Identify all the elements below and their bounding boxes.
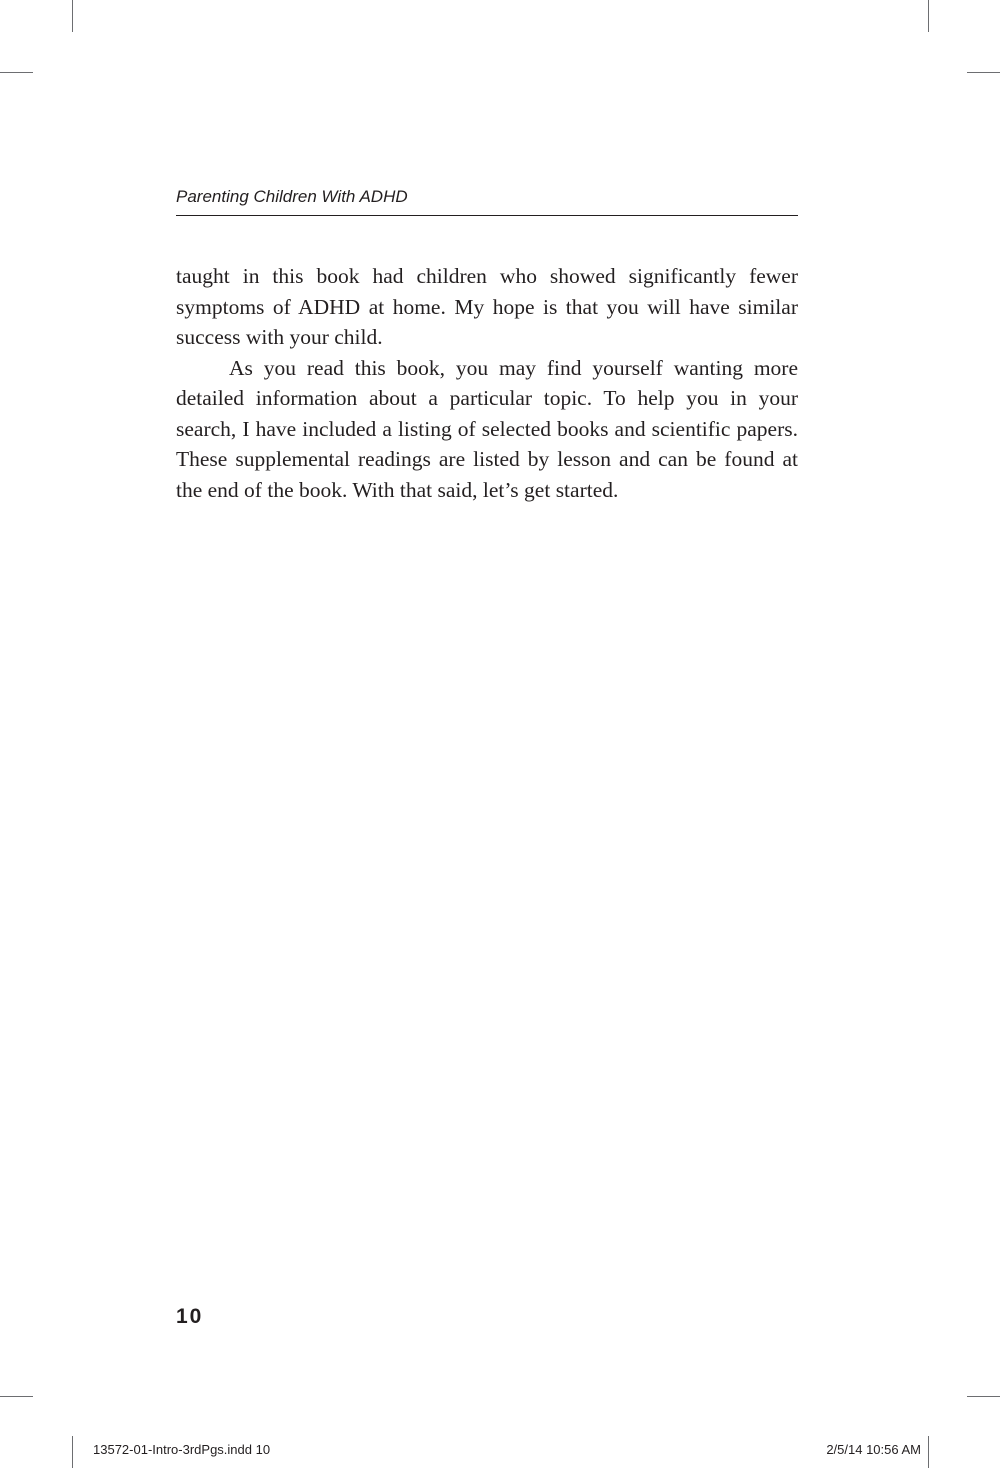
crop-mark-top-left [72, 0, 73, 32]
crop-mark-left-top [0, 72, 33, 73]
running-head: Parenting Children With ADHD [176, 187, 408, 206]
slug-timestamp: 2/5/14 10:56 AM [826, 1442, 921, 1457]
crop-mark-left-bottom [0, 1396, 33, 1397]
crop-mark-bottom-right [928, 1436, 929, 1468]
slug-file-name: 13572-01-Intro-3rdPgs.indd 10 [93, 1442, 271, 1457]
paragraph: As you read this book, you may find yourself wanting more detailed information about a particular topic. To help you in your search, I have included a listing of selected books and scientific papers. These supplemental readings are listed by lesson and can be found at the end of the book. With that said, let’s get started. [176, 355, 798, 502]
paragraph: taught in this book had children who showed significantly fewer symptoms of ADHD at home. My hope is that you will have similar success with your child. [176, 264, 798, 349]
crop-mark-right-top [967, 72, 1000, 73]
crop-mark-bottom-left [72, 1436, 73, 1468]
crop-mark-top-right [928, 0, 929, 32]
page-number: 10 [176, 1305, 204, 1328]
crop-mark-right-bottom [967, 1396, 1000, 1397]
running-head-rule [176, 215, 798, 216]
body-text [176, 261, 798, 505]
